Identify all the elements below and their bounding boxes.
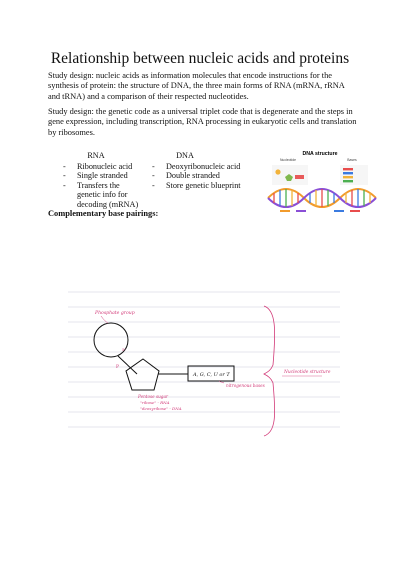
legend-swatch bbox=[343, 180, 353, 182]
nucleotide-structure-label: Nucleotide structure bbox=[284, 370, 331, 375]
helix-footer-swatch bbox=[334, 210, 344, 212]
helix-footer-swatch bbox=[280, 210, 290, 212]
helix bbox=[268, 189, 376, 207]
handwritten-notes bbox=[0, 270, 400, 570]
dna-item: - Double stranded bbox=[150, 171, 260, 181]
rna-item: - Single stranded bbox=[61, 171, 161, 181]
complementary-base-pairings-heading: Complementary base pairings: bbox=[48, 209, 159, 218]
bracket bbox=[264, 306, 275, 436]
dna-column bbox=[150, 151, 260, 190]
figure-title: DNA structure bbox=[302, 151, 338, 157]
rna-list bbox=[61, 162, 161, 210]
rna-column bbox=[61, 151, 161, 210]
page-title: Relationship between nucleic acids and proteins bbox=[50, 50, 350, 67]
deoxyribose-label: "deoxyribose" - DNA bbox=[140, 406, 182, 411]
helix-footer-swatch bbox=[296, 210, 306, 212]
bases-letters: A, G, C, U or T bbox=[193, 372, 230, 378]
phosphate-label: Phosphate group bbox=[95, 311, 135, 316]
rna-item: - Transfers the genetic info for decoding (mRNA) bbox=[61, 181, 139, 210]
nitrogenous-label: nitrogenous bases bbox=[226, 383, 265, 388]
rna-heading: RNA bbox=[87, 151, 105, 160]
dna-item: - Store genetic blueprint bbox=[150, 181, 260, 191]
legend-swatch bbox=[343, 172, 353, 174]
figure-nucleotide-label: Nucleotide bbox=[279, 158, 297, 162]
dna-heading: DNA bbox=[176, 151, 194, 160]
dna-item: - Deoxyribonucleic acid bbox=[150, 162, 260, 172]
dna-helix-illustration bbox=[266, 148, 378, 214]
p-label: P bbox=[116, 365, 119, 370]
mini-base-icon bbox=[295, 175, 304, 179]
pentose-sugar-shape bbox=[126, 359, 159, 390]
dna-structure-figure bbox=[266, 148, 378, 214]
ribose-label: "ribose" - RNA bbox=[140, 400, 170, 405]
pentose-label: Pentose sugar bbox=[138, 394, 168, 399]
figure-bases-label: Bases bbox=[347, 158, 357, 162]
nucleotide-sketch bbox=[0, 270, 400, 570]
study-design-paragraph-2: Study design: the genetic code as a universal triplet code that is degenerate and the steps in gene expression, including transcription, RNA processing in eukaryotic cells and translation by ribosomes. bbox=[48, 107, 357, 137]
legend-swatch bbox=[343, 176, 353, 178]
carbon-5-label: 5' bbox=[122, 347, 126, 352]
dna-list bbox=[150, 162, 260, 191]
study-design-paragraph-1: Study design: nucleic acids as information molecules that encode instructions for the synthesis of protein: the structure of DNA, the three main forms of RNA (mRNA, rRNA and tRNA) and a comparison of their respected nucleotides. bbox=[48, 71, 345, 101]
legend-swatch bbox=[343, 168, 353, 170]
rna-item: - Ribonucleic acid bbox=[61, 162, 161, 172]
helix-footer-swatch bbox=[350, 210, 360, 212]
mini-phosphate-icon bbox=[275, 169, 280, 174]
